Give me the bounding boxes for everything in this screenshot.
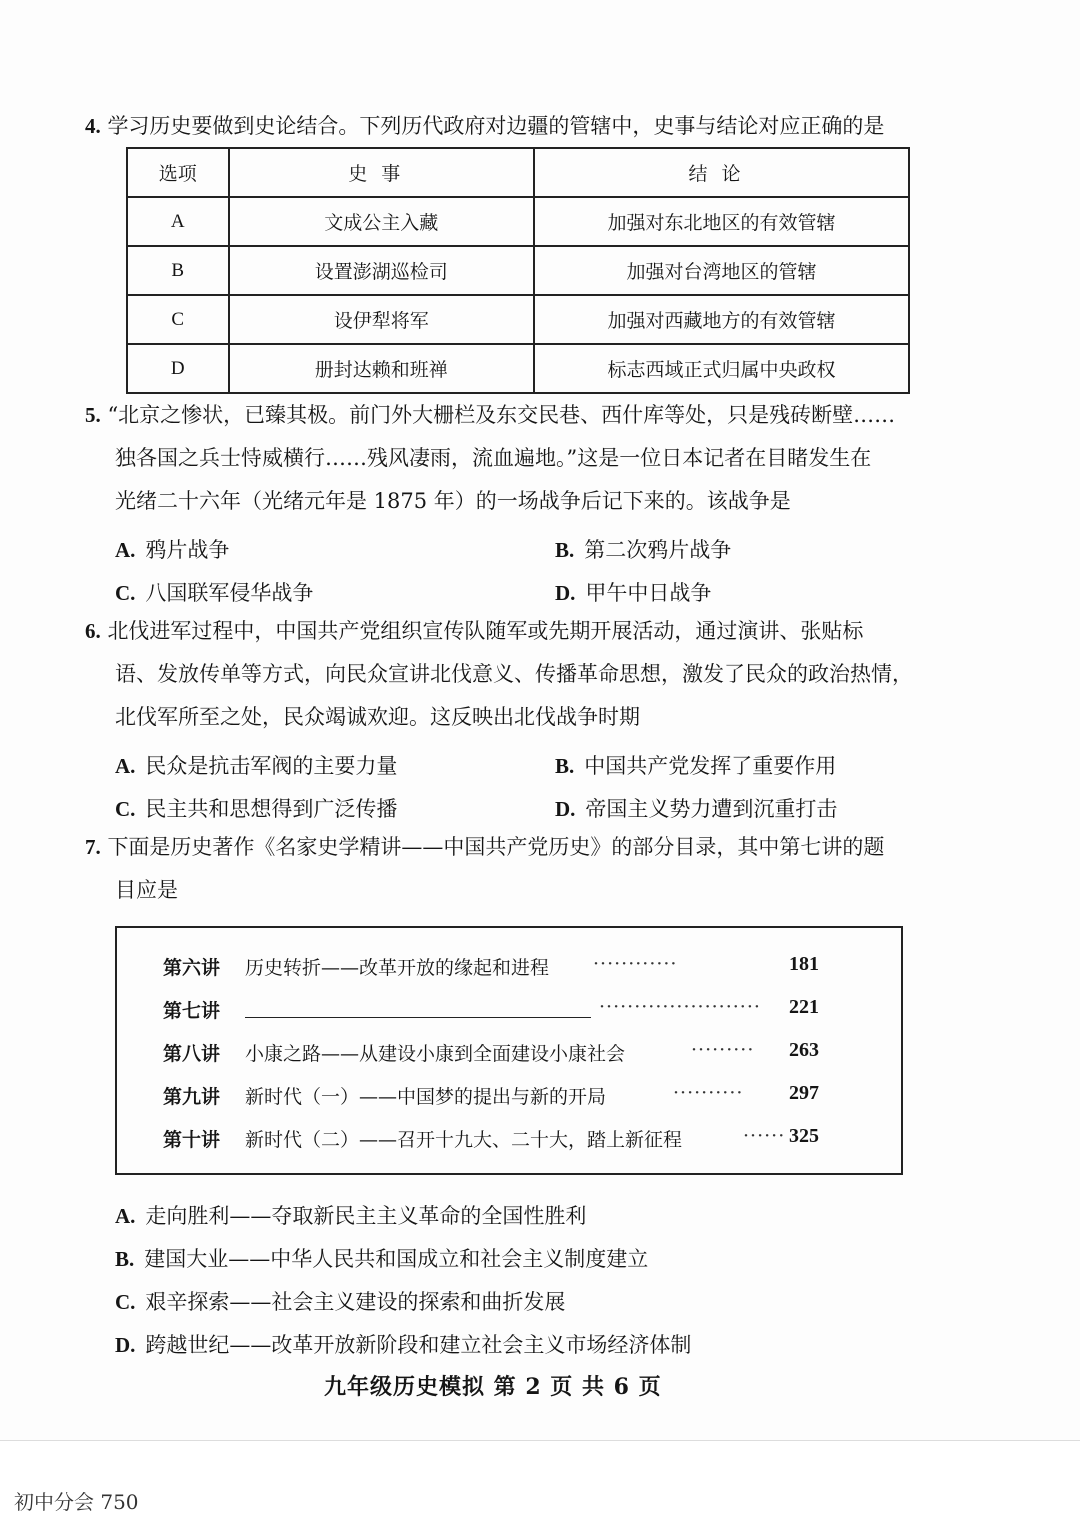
option-text: 第二次鸦片战争 — [584, 538, 732, 562]
toc-page: 181 — [789, 953, 819, 975]
question-text: “北京之惨状，已臻其极。前门外大栅栏及东交民巷、西什库等处，只是残砖断壁…… — [107, 403, 896, 427]
answer-blank-line — [245, 1017, 591, 1018]
question-6-line — [85, 621, 863, 642]
option-letter: B. — [555, 538, 575, 562]
option-letter: C. — [115, 1290, 136, 1314]
toc-row — [163, 996, 843, 1023]
toc-page: 221 — [789, 996, 819, 1018]
option-b[interactable] — [115, 1243, 648, 1273]
page-footer: 九年级历史模拟 第 2 页 共 6 页 — [324, 1374, 662, 1400]
option-text: 鸦片战争 — [145, 538, 230, 562]
toc-page: 325 — [789, 1125, 819, 1147]
question-text: 目应是 — [115, 878, 178, 902]
question-4-stem — [85, 116, 884, 137]
question-text: 独各国之兵士恃威横行……残风凄雨，流血遍地。”这是一位日本记者在目睹发生在 — [115, 446, 872, 470]
option-letter: B. — [115, 1247, 135, 1271]
table-cell: A — [127, 197, 229, 246]
toc-title: 历史转折——改革开放的缘起和进程 — [245, 957, 550, 979]
toc-row — [163, 1082, 843, 1109]
option-text: 帝国主义势力遭到沉重打击 — [585, 797, 838, 821]
option-a[interactable] — [115, 750, 397, 780]
table-cell: 设伊犁将军 — [229, 295, 534, 344]
toc-lecture: 第九讲 — [163, 1086, 221, 1108]
question-text: 光绪二十六年（光绪元年是 1875 年）的一场战争后记下来的。该战争是 — [115, 489, 791, 513]
option-letter: B. — [555, 754, 575, 778]
option-text: 甲午中日战争 — [585, 581, 712, 605]
table-cell: B — [127, 246, 229, 295]
question-text: 北伐军所至之处，民众竭诚欢迎。这反映出北伐战争时期 — [115, 705, 640, 729]
table-cell: 册封达赖和班禅 — [229, 344, 534, 393]
toc-row — [163, 1039, 843, 1066]
toc-title: 新时代（一）——中国梦的提出与新的开局 — [245, 1086, 607, 1108]
table-row — [127, 344, 909, 393]
toc-title: 新时代（二）——召开十九大、二十大，踏上新征程 — [245, 1129, 683, 1151]
table-header: 选项 — [127, 148, 229, 197]
option-letter: D. — [555, 581, 576, 605]
option-text: 八国联军侵华战争 — [145, 581, 314, 605]
question-text: 学习历史要做到史论结合。下列历代政府对边疆的管辖中，史事与结论对应正确的是 — [107, 114, 885, 138]
toc-leader-dots: ·········· — [673, 1082, 744, 1104]
source-watermark: 初中分会 750 — [14, 1490, 139, 1514]
option-d[interactable] — [555, 577, 711, 607]
option-d[interactable] — [115, 1329, 691, 1359]
option-text: 走向胜利——夺取新民主主义革命的全国性胜利 — [145, 1204, 587, 1228]
question-7-line — [85, 837, 884, 858]
toc-row — [163, 1125, 843, 1152]
option-letter: D. — [555, 797, 576, 821]
option-letter: A. — [115, 538, 136, 562]
table-cell: 加强对东北地区的有效管辖 — [534, 197, 909, 246]
option-c[interactable] — [115, 1286, 565, 1316]
question-5-line — [85, 405, 895, 426]
table-cell: C — [127, 295, 229, 344]
toc-leader-dots: ············ — [593, 953, 678, 975]
table-header: 结论 — [534, 148, 909, 197]
table-row — [127, 295, 909, 344]
option-a[interactable] — [115, 1200, 586, 1230]
option-text: 艰辛探索——社会主义建设的探索和曲折发展 — [145, 1290, 566, 1314]
question-number: 5. — [85, 403, 101, 427]
option-c[interactable] — [115, 793, 397, 823]
option-c[interactable] — [115, 577, 313, 607]
option-b[interactable] — [555, 750, 836, 780]
question-text: 下面是历史著作《名家史学精讲——中国共产党历史》的部分目录，其中第七讲的题 — [107, 835, 885, 859]
option-text: 建国大业——中华人民共和国成立和社会主义制度建立 — [144, 1247, 649, 1271]
toc-leader-dots: ········· — [691, 1039, 755, 1061]
toc-leader-dots: ······················· — [599, 996, 761, 1018]
table-cell: 文成公主入藏 — [229, 197, 534, 246]
question-4-table — [126, 147, 910, 394]
toc-page: 263 — [789, 1039, 819, 1061]
option-text: 中国共产党发挥了重要作用 — [584, 754, 837, 778]
toc-lecture: 第十讲 — [163, 1129, 221, 1151]
toc-lecture: 第八讲 — [163, 1043, 221, 1065]
table-cell: 加强对西藏地方的有效管辖 — [534, 295, 909, 344]
table-cell: D — [127, 344, 229, 393]
toc-leader-dots: ······ — [743, 1125, 786, 1147]
question-number: 4. — [85, 114, 101, 138]
table-cell: 标志西域正式归属中央政权 — [534, 344, 909, 393]
table-cell: 加强对台湾地区的管辖 — [534, 246, 909, 295]
question-text: 语、发放传单等方式，向民众宣讲北伐意义、传播革命思想，激发了民众的政治热情， — [115, 662, 913, 686]
toc-lecture: 第六讲 — [163, 957, 221, 979]
option-d[interactable] — [555, 793, 837, 823]
option-letter: C. — [115, 581, 136, 605]
option-letter: C. — [115, 797, 136, 821]
option-text: 民众是抗击军阀的主要力量 — [145, 754, 398, 778]
question-text: 北伐进军过程中，中国共产党组织宣传队随军或先期开展活动，通过演讲、张贴标 — [107, 619, 864, 643]
table-header-row — [127, 148, 909, 197]
table-row — [127, 246, 909, 295]
table-header: 史事 — [229, 148, 534, 197]
divider — [0, 1440, 1080, 1441]
option-a[interactable] — [115, 534, 229, 564]
table-of-contents-box — [115, 926, 903, 1175]
option-letter: A. — [115, 754, 136, 778]
toc-page: 297 — [789, 1082, 819, 1104]
table-row — [127, 197, 909, 246]
option-b[interactable] — [555, 534, 731, 564]
question-number: 7. — [85, 835, 101, 859]
toc-title: 小康之路——从建设小康到全面建设小康社会 — [245, 1043, 626, 1065]
table-cell: 设置澎湖巡检司 — [229, 246, 534, 295]
option-text: 跨越世纪——改革开放新阶段和建立社会主义市场经济体制 — [145, 1333, 692, 1357]
option-letter: A. — [115, 1204, 136, 1228]
option-letter: D. — [115, 1333, 136, 1357]
toc-lecture: 第七讲 — [163, 1000, 221, 1022]
toc-row — [163, 953, 843, 980]
option-text: 民主共和思想得到广泛传播 — [145, 797, 398, 821]
question-number: 6. — [85, 619, 101, 643]
